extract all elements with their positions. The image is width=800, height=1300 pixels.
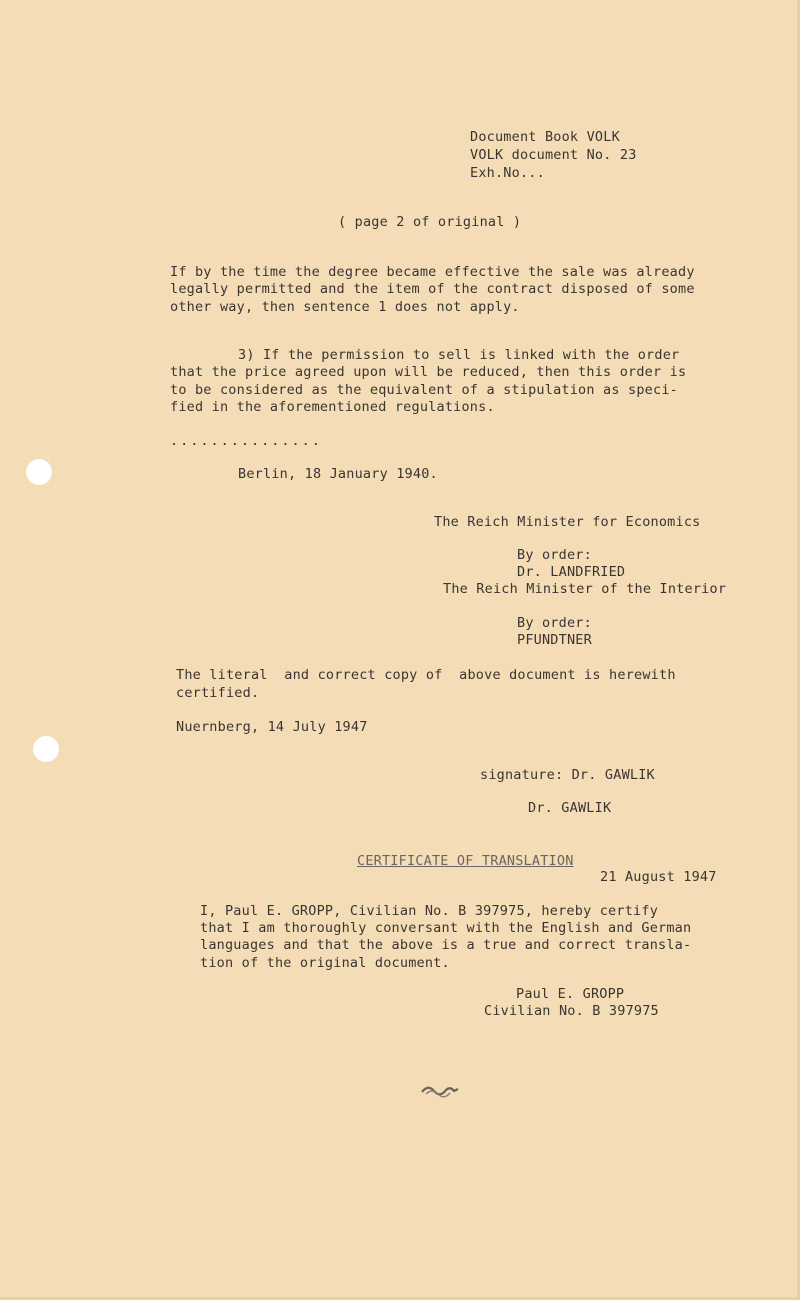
translation-body-line-3: languages and that the above is a true and correct transla- xyxy=(200,937,692,953)
translator-name: Paul E. GROPP xyxy=(516,986,625,1002)
paragraph1-line-2: legally permitted and the item of the contract disposed of some xyxy=(170,281,695,297)
paragraph2-line-4: fied in the aforementioned regulations. xyxy=(170,399,495,415)
header-line-2: VOLK document No. 23 xyxy=(470,147,637,163)
page-note: ( page 2 of original ) xyxy=(338,214,522,230)
translation-certificate-heading: CERTIFICATE OF TRANSLATION xyxy=(357,853,574,869)
paragraph2-line-2: that the price agreed upon will be reduced, then this order is xyxy=(170,364,687,380)
paragraph1-line-1: If by the time the degree became effective the sale was already xyxy=(170,264,695,280)
date-berlin: Berlin, 18 January 1940. xyxy=(238,466,438,482)
translation-body-line-4: tion of the original document. xyxy=(200,955,450,971)
signature-line: signature: Dr. GAWLIK xyxy=(480,767,655,783)
by-order-2: By order: xyxy=(517,615,592,631)
signature-name: Dr. GAWLIK xyxy=(528,800,612,816)
paragraph2-line-1: 3) If the permission to sell is linked with the order xyxy=(238,347,680,363)
date-nuernberg: Nuernberg, 14 July 1947 xyxy=(176,719,368,735)
header-line-3: Exh.No... xyxy=(470,165,545,181)
signatory-landfried: Dr. LANDFRIED xyxy=(517,564,626,580)
by-order-1: By order: xyxy=(517,547,592,563)
header-line-1: Document Book VOLK xyxy=(470,129,620,145)
translation-date: 21 August 1947 xyxy=(600,869,717,885)
paragraph1-line-3: other way, then sentence 1 does not apply. xyxy=(170,299,520,315)
translation-body-line-2: that I am thoroughly conversant with the English and German xyxy=(200,920,692,936)
certification-line-1: The literal and correct copy of above document is herewith xyxy=(176,667,676,683)
signatory-pfundtner: PFUNDTNER xyxy=(517,632,592,648)
minister-interior: The Reich Minister of the Interior xyxy=(443,581,727,597)
certification-line-2: certified. xyxy=(176,685,260,701)
paragraph2-line-3: to be considered as the equivalent of a stipulation as speci- xyxy=(170,382,678,398)
minister-economics: The Reich Minister for Economics xyxy=(434,514,701,530)
punch-hole-top xyxy=(26,459,52,485)
dotted-separator: ............... xyxy=(170,433,322,449)
translator-id: Civilian No. B 397975 xyxy=(484,1003,659,1019)
punch-hole-bottom xyxy=(33,736,59,762)
translation-body-line-1: I, Paul E. GROPP, Civilian No. B 397975, hereby certify xyxy=(200,903,659,919)
smudge-mark-icon xyxy=(420,1082,460,1098)
